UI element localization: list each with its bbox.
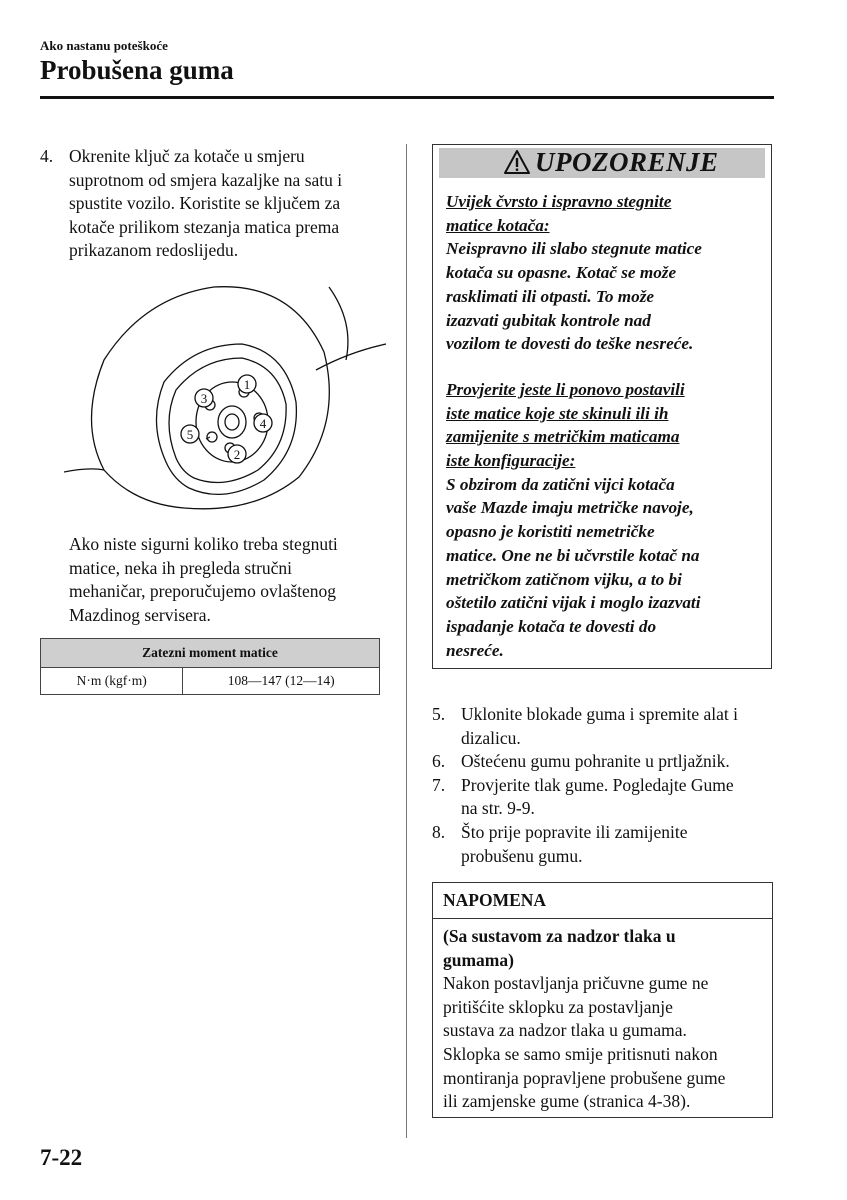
warning-line: zamijenite s metričkim maticama	[446, 427, 680, 447]
step-5	[432, 703, 777, 750]
column-divider	[406, 144, 407, 1138]
step-number: 5.	[432, 704, 446, 724]
step-line: suprotnom od smjera kazaljke na satu i	[69, 169, 343, 190]
step-line: Oštećenu gumu pohranite u prtljažnik.	[461, 751, 730, 772]
note-body	[433, 919, 772, 1114]
page-title: Probušena guma	[40, 55, 234, 85]
ground-line	[64, 469, 104, 472]
note-line: sustava za nadzor tlaka u gumama.	[443, 1020, 687, 1041]
note-subheading-line: (Sa sustavom za nadzor tlaka u	[443, 926, 676, 946]
step-line: Uklonite blokade guma i spremite alat i	[461, 704, 739, 724]
warning-line: rasklimati ili otpasti. To može	[446, 286, 655, 306]
warning-line: matice kotača:	[446, 215, 550, 235]
note-box	[432, 882, 773, 1118]
warning-line: opasno je koristiti nemetričke	[446, 522, 655, 542]
step-6	[432, 750, 777, 774]
warning-line: Uvijek čvrsto i ispravno stegnite	[446, 192, 672, 211]
para-line: mehaničar, preporučujemo ovlaštenog	[69, 581, 337, 602]
warning-body	[446, 190, 766, 662]
para-line: Mazdinog servisera.	[69, 604, 211, 625]
para-line: matice, neka ih pregleda stručni	[69, 557, 293, 578]
warning-line: iste konfiguracije:	[446, 451, 576, 471]
step-number: 6.	[432, 751, 446, 772]
warning-line: izazvati gubitak kontrole nad	[446, 310, 651, 330]
note-line: pritišćite sklopku za postavljanje	[443, 996, 673, 1017]
warning-line: S obzirom da zatični vijci kotača	[446, 474, 675, 494]
warning-box	[432, 144, 772, 669]
note-line: montiranja popravljene probušene gume	[443, 1067, 726, 1088]
torque-info-paragraph	[69, 533, 389, 627]
torque-table	[40, 638, 380, 695]
step-line: na str. 9-9.	[461, 798, 535, 819]
hub-cap	[225, 414, 239, 430]
warning-line: Provjerite jeste li ponovo postavili	[446, 379, 685, 399]
step-line: Što prije popravite ili zamijenite	[461, 821, 688, 842]
steps-list	[432, 703, 777, 868]
step-8	[432, 821, 777, 868]
torque-unit-cell: N·m (kgf·m)	[41, 668, 183, 695]
torque-table-header: Zatezni moment matice	[41, 639, 380, 668]
hub-center	[218, 406, 246, 438]
warning-line: vozilom te dovesti do teške nesreće.	[446, 334, 694, 354]
rim-outline	[156, 344, 296, 494]
page-number: 7-22	[40, 1145, 83, 1170]
step-7	[432, 774, 777, 821]
para-line: Ako niste sigurni koliko treba stegnuti	[69, 534, 338, 554]
warning-line: Neispravno ili slabo stegnute matice	[446, 239, 702, 259]
note-heading: NAPOMENA	[433, 883, 772, 919]
warning-heading: UPOZORENJE	[535, 147, 719, 177]
section-label: Ako nastanu poteškoće	[40, 38, 168, 53]
warning-line: matice. One ne bi učvrstile kotač na	[446, 545, 700, 565]
bolt-label: 1	[243, 377, 251, 392]
wheel-tightening-illustration	[64, 282, 394, 514]
step-number: 4.	[40, 146, 54, 166]
warning-line: oštetilo zatični vijak i moglo izazvati	[446, 593, 701, 613]
step-line: spustite vozilo. Koristite se ključem za	[69, 193, 341, 214]
step-line: kotače prilikom stezanja matica prema	[69, 216, 340, 237]
torque-value-cell: 108—147 (12—14)	[183, 668, 380, 695]
bolt-label: 2	[233, 447, 241, 462]
fender-outline	[329, 287, 348, 360]
bolt-label: 5	[186, 427, 194, 442]
warning-header	[439, 148, 765, 178]
step-4	[40, 145, 409, 263]
note-subheading-line: gumama)	[443, 949, 514, 970]
warning-line: ispadanje kotača te dovesti do	[446, 616, 657, 636]
warning-triangle-icon	[503, 149, 531, 175]
warning-line: vaše Mazde imaju metričke navoje,	[446, 498, 694, 518]
note-line: ili zamjenske gume (stranica 4-38).	[443, 1091, 691, 1112]
step-number: 7.	[432, 774, 446, 795]
warning-line: metričkom zatičnom vijku, a to bi	[446, 569, 682, 589]
bolt-label: 3	[200, 391, 208, 406]
warning-line: iste matice koje ste skinuli ili ih	[446, 403, 669, 423]
bolt-label: 4	[259, 416, 267, 431]
step-number: 8.	[432, 821, 446, 842]
step-line: Provjerite tlak gume. Pogledajte Gume	[461, 774, 734, 795]
warning-line: kotača su opasne. Kotač se može	[446, 263, 677, 283]
note-line: Sklopka se samo smije pritisnuti nakon	[443, 1043, 718, 1064]
warning-line: nesreće.	[446, 640, 504, 660]
step-line: prikazanom redoslijedu.	[69, 240, 239, 261]
note-line: Nakon postavljanja pričuvne gume ne	[443, 973, 709, 994]
step-line: probušenu gumu.	[461, 845, 583, 866]
title-rule	[40, 96, 774, 99]
step-line: dizalicu.	[461, 727, 521, 748]
step-line: Okrenite ključ za kotače u smjeru	[69, 146, 305, 166]
